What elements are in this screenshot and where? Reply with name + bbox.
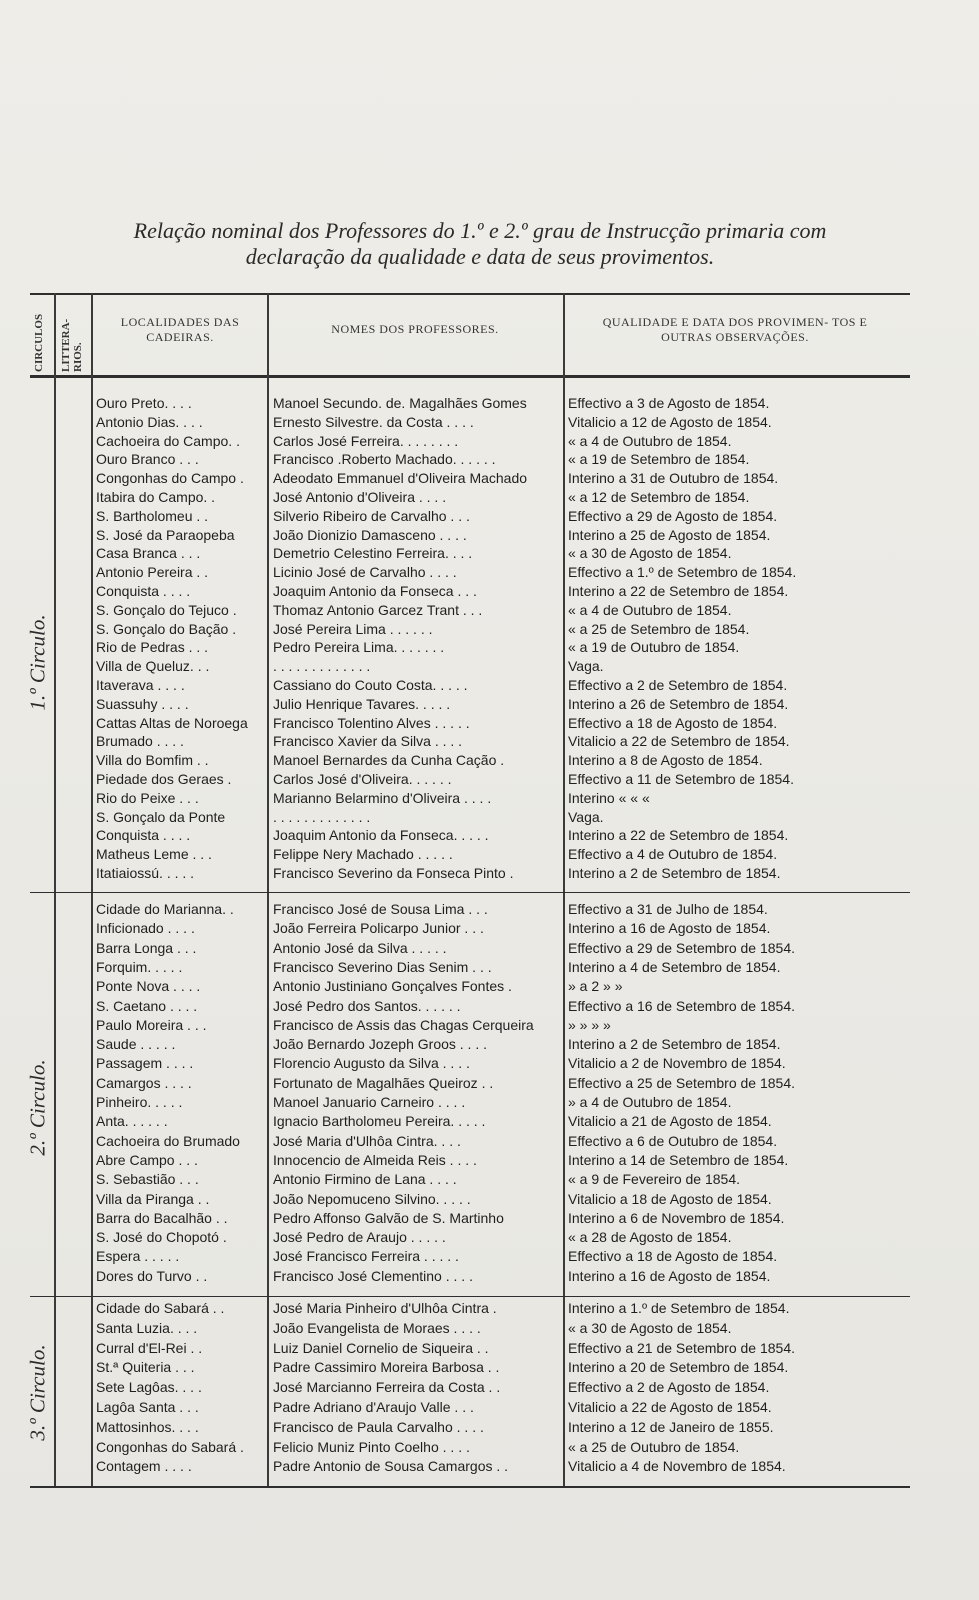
professor-name-cell: Francisco Xavier da Silva . . . . <box>273 733 463 750</box>
locality-cell: Forquim. . . . . <box>96 958 183 975</box>
table-row <box>28 865 908 888</box>
professor-name-cell: Pedro Affonso Galvão de S. Martinho <box>273 1209 504 1226</box>
table-row <box>28 1458 908 1481</box>
professor-name-cell: Antonio Justiniano Gonçalves Fontes . <box>273 978 512 995</box>
qualification-cell: « a 25 de Setembro de 1854. <box>568 620 750 637</box>
locality-cell: Villa da Piranga . . <box>96 1190 210 1207</box>
qualification-cell: Effectivo a 25 de Setembro de 1854. <box>568 1074 796 1091</box>
professor-name-cell: Francisco de Assis das Chagas Cerqueira <box>273 1016 534 1033</box>
locality-cell: Barra do Bacalhão . . <box>96 1209 228 1226</box>
locality-cell: St.ª Quiteria . . . <box>96 1359 195 1376</box>
qualification-cell: Effectivo a 3 de Agosto de 1854. <box>568 395 770 411</box>
locality-cell: Mattosinhos. . . . <box>96 1418 199 1435</box>
locality-cell: Sete Lagôas. . . . <box>96 1379 202 1396</box>
qualification-cell: Effectivo a 11 de Setembro de 1854. <box>568 771 794 787</box>
qualification-cell: Vaga. <box>568 658 604 675</box>
qualification-cell: Vitalicio a 4 de Novembro de 1854. <box>568 1458 786 1475</box>
locality-cell: S. Sebastião . . . <box>96 1171 199 1188</box>
title-line-1: Relação nominal dos Professores do 1.º e 2.º grau de Instrucção primaria com <box>133 218 827 243</box>
header-localidades: LOCALIDADES DAS CADEIRAS. <box>120 315 240 344</box>
qualification-cell: « a 4 de Outubro de 1854. <box>568 432 732 449</box>
qualification-cell: « a 19 de Outubro de 1854. <box>568 639 740 656</box>
professor-name-cell: Adeodato Emmanuel d'Oliveira Machado <box>273 470 528 487</box>
professor-name-cell: Julio Henrique Tavares. . . . . <box>273 695 451 712</box>
qualification-cell: « a 30 de Agosto de 1854. <box>568 545 732 562</box>
qualification-cell: Effectivo a 2 de Setembro de 1854. <box>568 677 788 693</box>
qualification-cell: « a 30 de Agosto de 1854. <box>568 1319 732 1336</box>
qualification-cell: Interino a 2 de Setembro de 1854. <box>568 865 781 881</box>
locality-cell: Villa do Bomfim . . <box>96 752 209 769</box>
locality-cell: Antonio Dias. . . . <box>96 413 203 430</box>
professor-name-cell: Francisco Tolentino Alves . . . . . <box>273 714 470 731</box>
professor-name-cell: José Pereira Lima . . . . . . <box>273 620 433 637</box>
section-rule <box>30 892 910 893</box>
locality-cell: Santa Luzia. . . . <box>96 1319 198 1336</box>
qualification-cell: Effectivo a 29 de Agosto de 1854. <box>568 507 778 524</box>
locality-cell: Curral d'El-Rei . . <box>96 1339 203 1356</box>
professor-name-cell: Luiz Daniel Cornelio de Siqueira . . <box>273 1339 489 1356</box>
document-title <box>60 218 900 270</box>
section-rule <box>30 1296 910 1297</box>
professor-name-cell: João Bernardo Jozeph Groos . . . . <box>273 1036 488 1053</box>
locality-cell: S. Bartholomeu . . <box>96 507 209 524</box>
professor-name-cell: Francisco .Roberto Machado. . . . . . <box>273 451 496 468</box>
professor-name-cell: Silverio Ribeiro de Carvalho . . . <box>273 507 470 524</box>
locality-cell: Villa de Queluz. . . <box>96 658 210 675</box>
qualification-cell: Effectivo a 1.º de Setembro de 1854. <box>568 564 797 581</box>
qualification-cell: Interino a 26 de Setembro de 1854. <box>568 695 789 712</box>
professor-name-cell: . . . . . . . . . . . . . <box>273 808 371 825</box>
professor-name-cell: Felippe Nery Machado . . . . . <box>273 846 453 863</box>
locality-cell: Itatiaiossú. . . . . <box>96 865 195 881</box>
qualification-cell: Interino a 22 de Setembro de 1854. <box>568 827 789 844</box>
professor-name-cell: Fortunato de Magalhães Queiroz . . <box>273 1074 494 1091</box>
qualification-cell: Vitalicio a 21 de Agosto de 1854. <box>568 1113 772 1130</box>
qualification-cell: Vaga. <box>568 808 604 825</box>
professor-name-cell: Manoel Secundo. de. Magalhães Gomes <box>273 395 527 411</box>
locality-cell: Brumado . . . . <box>96 733 184 750</box>
locality-cell: Contagem . . . . <box>96 1458 192 1475</box>
locality-cell: Itaverava . . . . <box>96 677 185 693</box>
professor-name-cell: Ernesto Silvestre. da Costa . . . . <box>273 413 474 430</box>
locality-cell: Cattas Altas de Noroega <box>96 714 248 731</box>
professor-name-cell: Francisco Severino Dias Senim . . . <box>273 958 492 975</box>
locality-cell: Inficionado . . . . <box>96 920 195 937</box>
locality-cell: S. Gonçalo do Tejuco . <box>96 601 237 618</box>
locality-cell: S. Caetano . . . . <box>96 997 198 1014</box>
locality-cell: Cachoeira do Campo. . <box>96 432 240 449</box>
locality-cell: Dores do Turvo . . <box>96 1267 208 1284</box>
qualification-cell: Vitalicio a 12 de Agosto de 1854. <box>568 413 772 430</box>
professor-name-cell: Manoel Januario Carneiro . . . . <box>273 1094 466 1110</box>
locality-cell: Paulo Moreira . . . <box>96 1016 207 1033</box>
qualification-cell: Effectivo a 29 de Setembro de 1854. <box>568 939 796 956</box>
locality-cell: Ponte Nova . . . . <box>96 978 201 995</box>
qualification-cell: Effectivo a 18 de Agosto de 1854. <box>568 714 778 731</box>
table-top-rule <box>30 293 910 295</box>
qualification-cell: Effectivo a 16 de Setembro de 1854. <box>568 997 796 1014</box>
qualification-cell: Interino a 12 de Janeiro de 1855. <box>568 1418 774 1435</box>
professor-name-cell: Padre Cassimiro Moreira Barbosa . . <box>273 1359 500 1376</box>
qualification-cell: Effectivo a 6 de Outubro de 1854. <box>568 1132 778 1149</box>
professor-name-cell: Joaquim Antonio da Fonseca. . . . . <box>273 827 489 844</box>
professor-name-cell: José Maria Pinheiro d'Ulhôa Cintra . <box>273 1300 497 1316</box>
locality-cell: Conquista . . . . <box>96 827 191 844</box>
qualification-cell: Vitalicio a 22 de Setembro de 1854. <box>568 733 790 750</box>
professor-name-cell: Antonio Firmino de Lana . . . . <box>273 1171 457 1188</box>
professor-name-cell: Florencio Augusto da Silva . . . . <box>273 1055 470 1072</box>
qualification-cell: « a 28 de Agosto de 1854. <box>568 1229 732 1246</box>
locality-cell: Matheus Leme . . . <box>96 846 212 863</box>
professor-name-cell: Carlos José Ferreira. . . . . . . . <box>273 432 459 449</box>
professor-name-cell: Carlos José d'Oliveira. . . . . . <box>273 771 452 787</box>
locality-cell: Suassuhy . . . . <box>96 695 189 712</box>
professor-name-cell: José Francisco Ferreira . . . . . <box>273 1248 459 1265</box>
table-bottom-rule <box>30 1486 910 1488</box>
locality-cell: Casa Branca . . . <box>96 545 201 562</box>
qualification-cell: « a 19 de Setembro de 1854. <box>568 451 750 468</box>
qualification-cell: Interino a 20 de Setembro de 1854. <box>568 1359 789 1376</box>
qualification-cell: » » » » <box>568 1016 611 1033</box>
qualification-cell: Interino a 2 de Setembro de 1854. <box>568 1036 781 1053</box>
header-litterarios: LITTERA- RIOS. <box>60 318 84 372</box>
professor-name-cell: Francisco Severino da Fonseca Pinto . <box>273 865 514 881</box>
professor-name-cell: José Pedro dos Santos. . . . . . <box>273 997 461 1014</box>
professor-name-cell: João Evangelista de Moraes . . . . <box>273 1319 481 1336</box>
professor-name-cell: José Antonio d'Oliveira . . . . <box>273 489 447 505</box>
header-nomes: NOMES DOS PROFESSORES. <box>331 322 499 336</box>
locality-cell: S. José do Chopotó . <box>96 1229 227 1246</box>
locality-cell: Lagôa Santa . . . <box>96 1399 199 1415</box>
qualification-cell: Interino a 8 de Agosto de 1854. <box>568 752 763 769</box>
professor-name-cell: Francisco José Clementino . . . . <box>273 1267 473 1284</box>
qualification-cell: Effectivo a 18 de Agosto de 1854. <box>568 1248 778 1265</box>
qualification-cell: Interino a 25 de Agosto de 1854. <box>568 526 771 543</box>
locality-cell: Pinheiro. . . . . <box>96 1094 183 1110</box>
locality-cell: S. Gonçalo do Bação . <box>96 620 237 637</box>
qualification-cell: Effectivo a 2 de Agosto de 1854. <box>568 1379 770 1396</box>
title-line-2: declaração da qualidade e data de seus provimentos. <box>245 244 715 269</box>
locality-cell: Espera . . . . . <box>96 1248 180 1265</box>
qualification-cell: « a 12 de Setembro de 1854. <box>568 489 750 505</box>
locality-cell: Abre Campo . . . <box>96 1151 198 1168</box>
qualification-cell: Effectivo a 31 de Julho de 1854. <box>568 901 768 917</box>
locality-cell: Ouro Branco . . . <box>96 451 199 468</box>
professor-name-cell: Francisco de Paula Carvalho . . . . <box>273 1418 484 1435</box>
locality-cell: Itabira do Campo. . <box>96 489 216 505</box>
locality-cell: S. Gonçalo da Ponte <box>96 808 226 825</box>
header-circulos: CIRCULOS <box>33 313 45 372</box>
professor-name-cell: Ignacio Bartholomeu Pereira. . . . . <box>273 1113 486 1130</box>
locality-cell: Piedade dos Geraes . <box>96 771 232 787</box>
locality-cell: Cidade do Marianna. . <box>96 901 234 917</box>
qualification-cell: Effectivo a 21 de Setembro de 1854. <box>568 1339 796 1356</box>
qualification-cell: » a 4 de Outubro de 1854. <box>568 1094 732 1110</box>
professor-name-cell: Thomaz Antonio Garcez Trant . . . <box>273 601 483 618</box>
professor-name-cell: João Nepomuceno Silvino. . . . . <box>273 1190 471 1207</box>
qualification-cell: « a 9 de Fevereiro de 1854. <box>568 1171 741 1188</box>
locality-cell: Rio do Peixe . . . <box>96 789 199 806</box>
locality-cell: Saude . . . . . <box>96 1036 176 1053</box>
qualification-cell: Interino a 22 de Setembro de 1854. <box>568 583 789 599</box>
locality-cell: Antonio Pereira . . <box>96 564 209 581</box>
professor-name-cell: João Ferreira Policarpo Junior . . . <box>273 920 484 937</box>
professor-name-cell: Cassiano do Couto Costa. . . . . <box>273 677 468 693</box>
professor-name-cell: José Marcianno Ferreira da Costa . . <box>273 1379 501 1396</box>
locality-cell: Rio de Pedras . . . <box>96 639 209 656</box>
qualification-cell: Interino a 1.º de Setembro de 1854. <box>568 1300 790 1316</box>
qualification-cell: Interino a 14 de Setembro de 1854. <box>568 1151 789 1168</box>
qualification-cell: Interino a 31 de Outubro de 1854. <box>568 470 779 487</box>
table-row <box>28 1268 908 1291</box>
circulo-1-label: 1.º Circulo. <box>25 614 50 711</box>
professor-name-cell: Francisco José de Sousa Lima . . . <box>273 901 488 917</box>
professor-name-cell: Licinio José de Carvalho . . . . <box>273 564 457 581</box>
qualification-cell: Interino a 6 de Novembro de 1854. <box>568 1209 785 1226</box>
locality-cell: Passagem . . . . <box>96 1055 194 1072</box>
circulo-3-label: 3.º Circulo. <box>25 1344 50 1441</box>
professor-name-cell: João Dionizio Damasceno . . . . <box>273 526 467 543</box>
qualification-cell: Vitalicio a 2 de Novembro de 1854. <box>568 1055 786 1072</box>
qualification-cell: « a 25 de Outubro de 1854. <box>568 1438 740 1455</box>
locality-cell: Conquista . . . . <box>96 583 191 599</box>
professor-name-cell: Padre Adriano d'Araujo Valle . . . <box>273 1399 474 1415</box>
qualification-cell: Interino a 16 de Agosto de 1854. <box>568 1267 771 1284</box>
professor-name-cell: José Pedro de Araujo . . . . . <box>273 1229 446 1246</box>
qualification-cell: Interino a 16 de Agosto de 1854. <box>568 920 771 937</box>
qualification-cell: Effectivo a 4 de Outubro de 1854. <box>568 846 778 863</box>
professor-name-cell: . . . . . . . . . . . . . <box>273 658 371 675</box>
locality-cell: Cachoeira do Brumado <box>96 1132 240 1149</box>
locality-cell: Ouro Preto. . . . <box>96 395 192 411</box>
qualification-cell: » a 2 » » <box>568 978 623 995</box>
qualification-cell: Interino « « « <box>568 789 650 806</box>
professor-name-cell: José Maria d'Ulhôa Cintra. . . . <box>273 1132 461 1149</box>
locality-cell: Congonhas do Sabará . <box>96 1438 244 1455</box>
professor-name-cell: Antonio José da Silva . . . . . <box>273 939 447 956</box>
professor-name-cell: Manoel Bernardes da Cunha Cação . <box>273 752 505 769</box>
professor-name-cell: Pedro Pereira Lima. . . . . . . <box>273 639 445 656</box>
professor-name-cell: Felicio Muniz Pinto Coelho . . . . <box>273 1438 470 1455</box>
locality-cell: S. José da Paraopeba <box>96 526 235 543</box>
professor-name-cell: Joaquim Antonio da Fonseca . . . <box>273 583 477 599</box>
circulo-2-label: 2.º Circulo. <box>25 1059 50 1156</box>
qualification-cell: Interino a 4 de Setembro de 1854. <box>568 958 781 975</box>
qualification-cell: Vitalicio a 18 de Agosto de 1854. <box>568 1190 772 1207</box>
professor-name-cell: Padre Antonio de Sousa Camargos . . <box>273 1458 509 1475</box>
professor-name-cell: Marianno Belarmino d'Oliveira . . . . <box>273 789 492 806</box>
header-qualidade: QUALIDADE E DATA DOS PROVIMEN- TOS E OUTRAS OBSERVAÇÕES. <box>602 315 868 344</box>
locality-cell: Anta. . . . . . <box>96 1113 168 1130</box>
locality-cell: Cidade do Sabará . . <box>96 1300 225 1316</box>
professor-name-cell: Demetrio Celestino Ferreira. . . . <box>273 545 473 562</box>
locality-cell: Congonhas do Campo . <box>96 470 244 487</box>
locality-cell: Barra Longa . . . <box>96 939 197 956</box>
qualification-cell: Vitalicio a 22 de Agosto de 1854. <box>568 1399 772 1415</box>
locality-cell: Camargos . . . . <box>96 1074 192 1091</box>
professor-name-cell: Innocencio de Almeida Reis . . . . <box>273 1151 477 1168</box>
qualification-cell: « a 4 de Outubro de 1854. <box>568 601 732 618</box>
